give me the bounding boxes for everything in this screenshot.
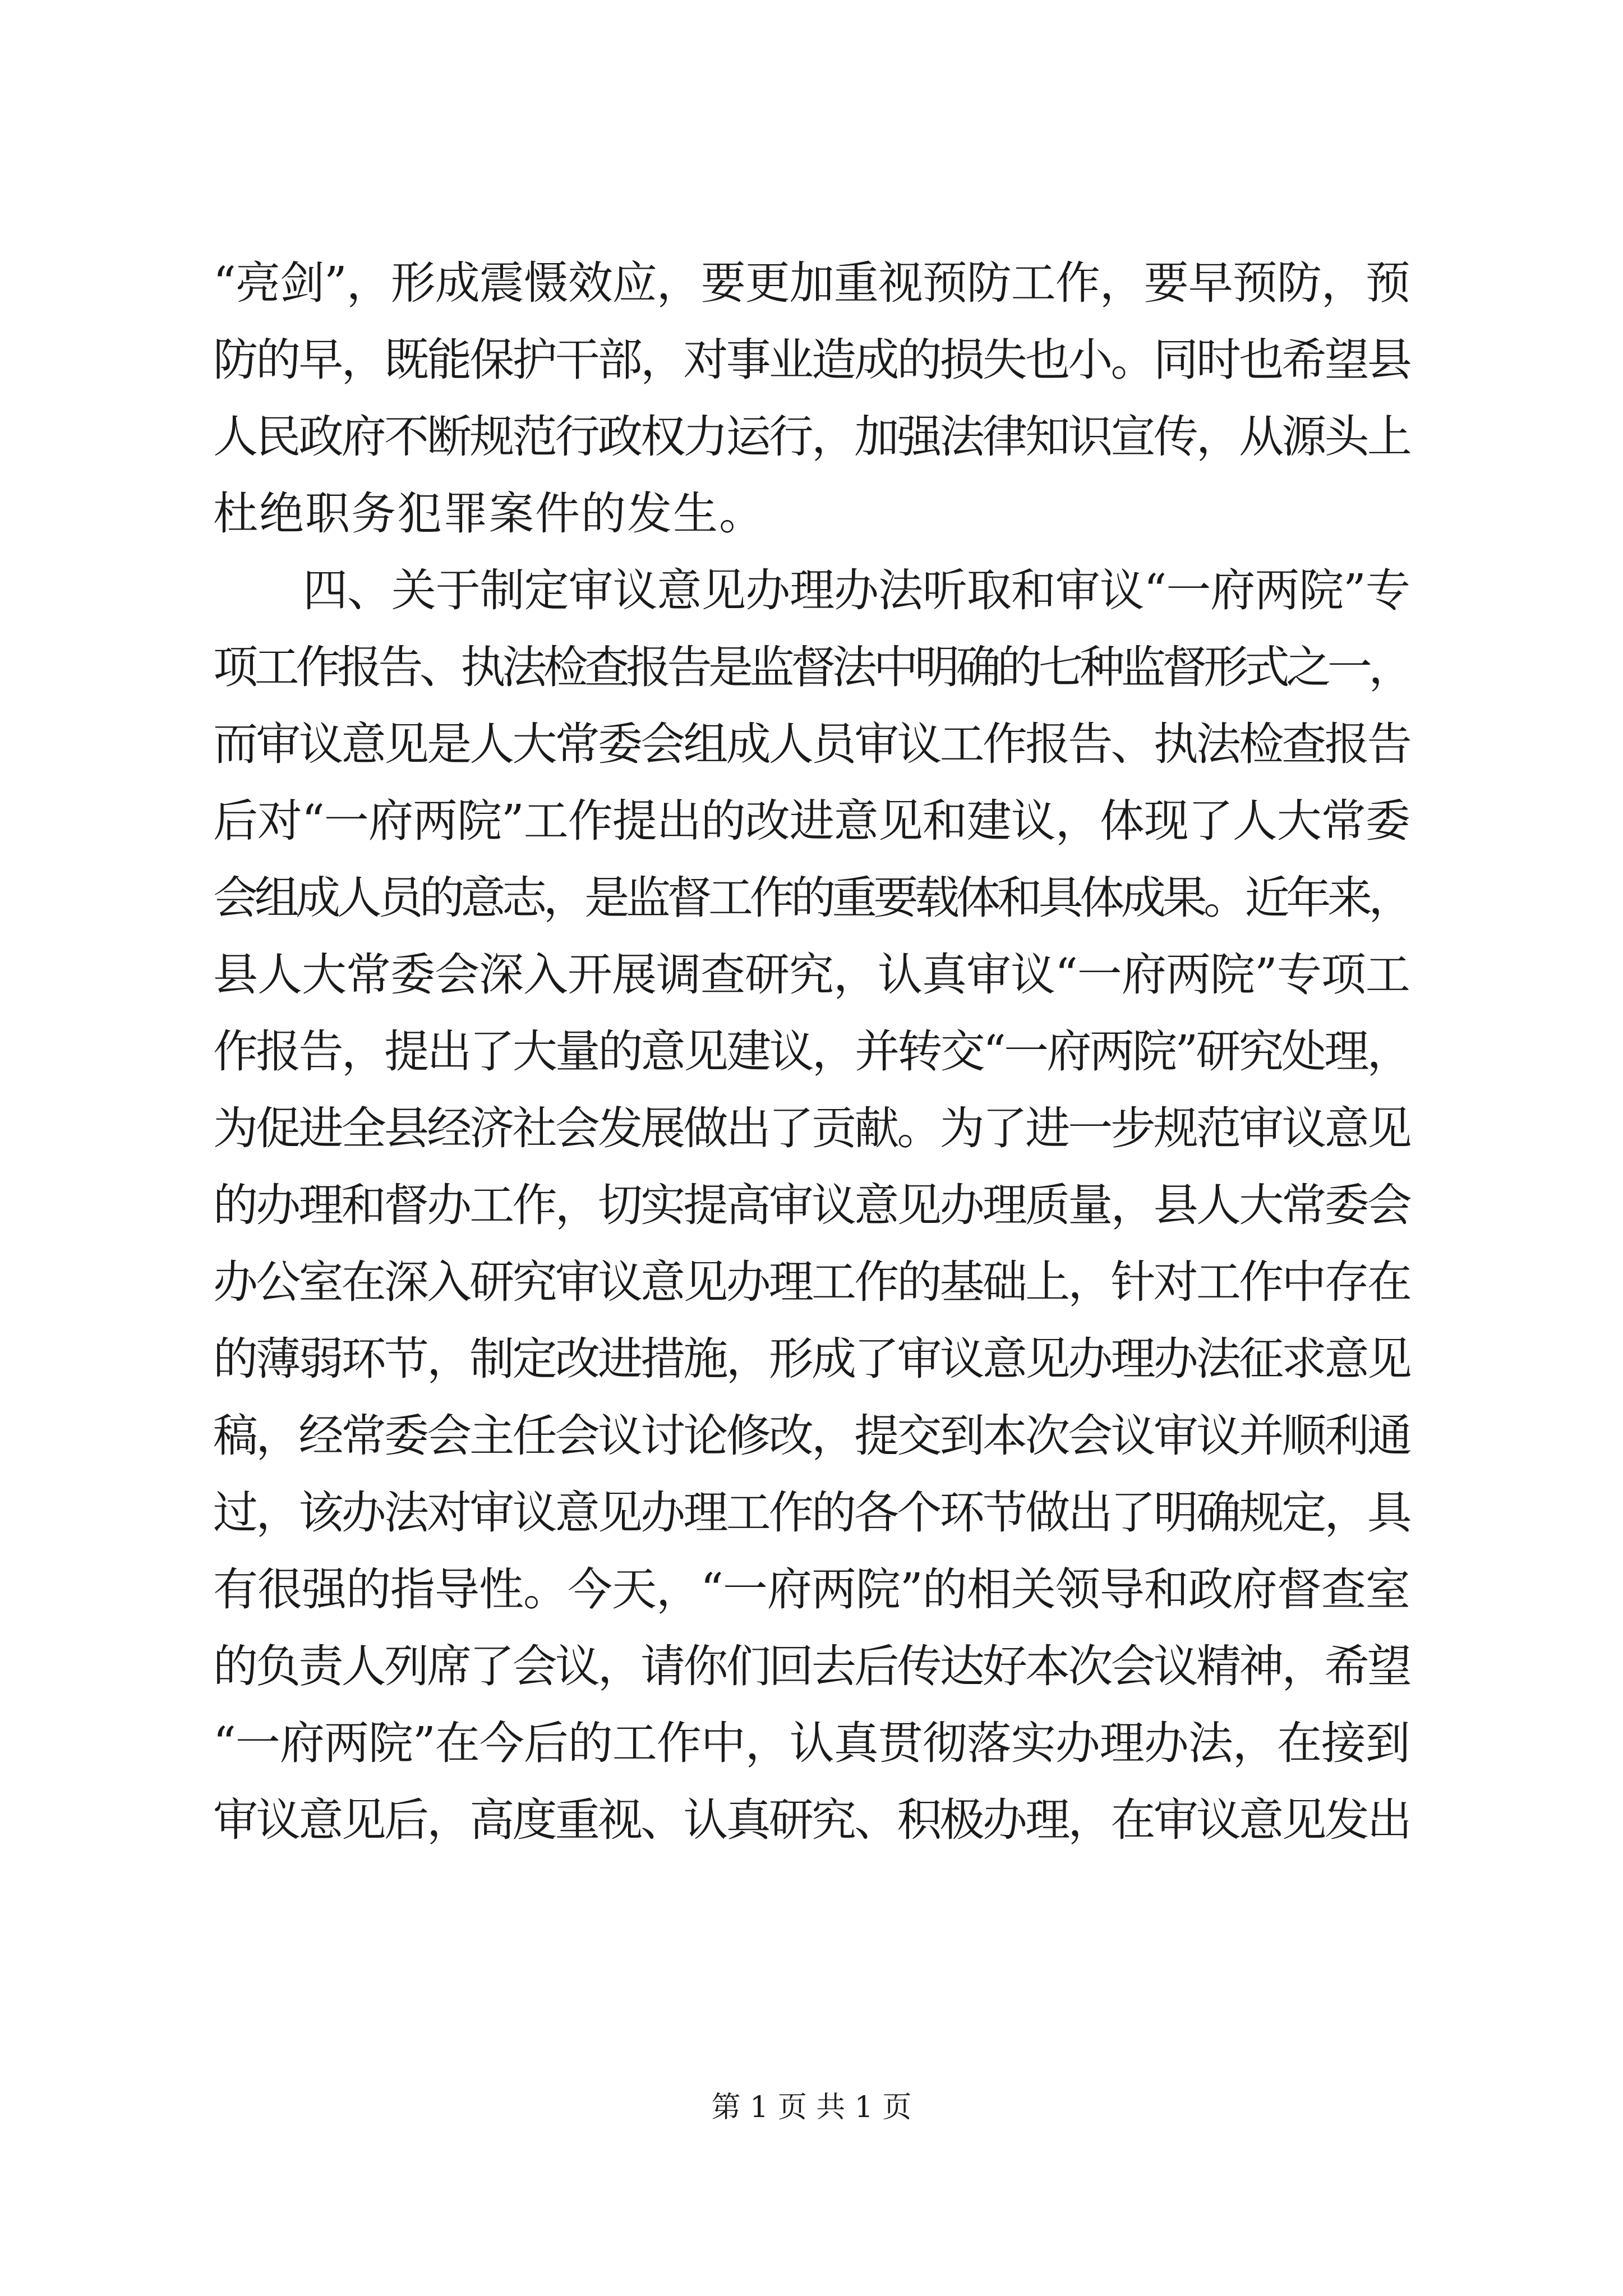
text-line: 的办理和督办工作，切实提高审议意见办理质量，县人大常委会 xyxy=(213,1179,1410,1231)
text-line: 杜绝职务犯罪案件的发生。 xyxy=(213,487,765,540)
text-line: “亮剑”，形成震慑效应，要更加重视预防工作，要早预防，预 xyxy=(213,257,1410,309)
text-line: 四、关于制定审议意见办理办法听取和审议“一府两院”专 xyxy=(303,564,1410,616)
text-line: 有很强的指导性。今天，“一府两院”的相关领导和政府督查室 xyxy=(213,1563,1410,1616)
text-line: 防的早，既能保护干部，对事业造成的损失也小。同时也希望县 xyxy=(213,334,1410,386)
text-line: 后对“一府两院”工作提出的改进意见和建议，体现了人大常委 xyxy=(213,795,1410,847)
text-line: 的负责人列席了会议，请你们回去后传达好本次会议精神，希望 xyxy=(213,1640,1410,1692)
text-line: 审议意见后，高度重视、认真研究、积极办理，在审议意见发出 xyxy=(213,1794,1410,1846)
text-line: 会组成人员的意志，是监督工作的重要载体和具体成果。近年来， xyxy=(213,872,1410,924)
text-line: 项工作报告、执法检查报告是监督法中明确的七种监督形式之一， xyxy=(213,641,1410,693)
text-line: 人民政府不断规范行政权力运行，加强法律知识宣传，从源头上 xyxy=(213,411,1410,463)
text-line: 办公室在深入研究审议意见办理工作的基础上，针对工作中存在 xyxy=(213,1256,1410,1308)
text-line: 的薄弱环节，制定改进措施，形成了审议意见办理办法征求意见 xyxy=(213,1333,1410,1385)
text-line: 过，该办法对审议意见办理工作的各个环节做出了明确规定，具 xyxy=(213,1487,1410,1539)
text-line: 而审议意见是人大常委会组成人员审议工作报告、执法检查报告 xyxy=(213,718,1410,770)
page-footer: 第 1 页 共 1 页 xyxy=(711,2091,912,2124)
text-line: 为促进全县经济社会发展做出了贡献。为了进一步规范审议意见 xyxy=(213,1102,1410,1154)
text-line: “一府两院”在今后的工作中，认真贯彻落实办理办法，在接到 xyxy=(213,1717,1410,1769)
text-line: 作报告，提出了大量的意见建议，并转交“一府两院”研究处理， xyxy=(213,1025,1410,1078)
text-line: 县人大常委会深入开展调查研究，认真审议“一府两院”专项工 xyxy=(213,949,1410,1001)
text-line: 稿，经常委会主任会议讨论修改，提交到本次会议审议并顺利通 xyxy=(213,1410,1410,1462)
